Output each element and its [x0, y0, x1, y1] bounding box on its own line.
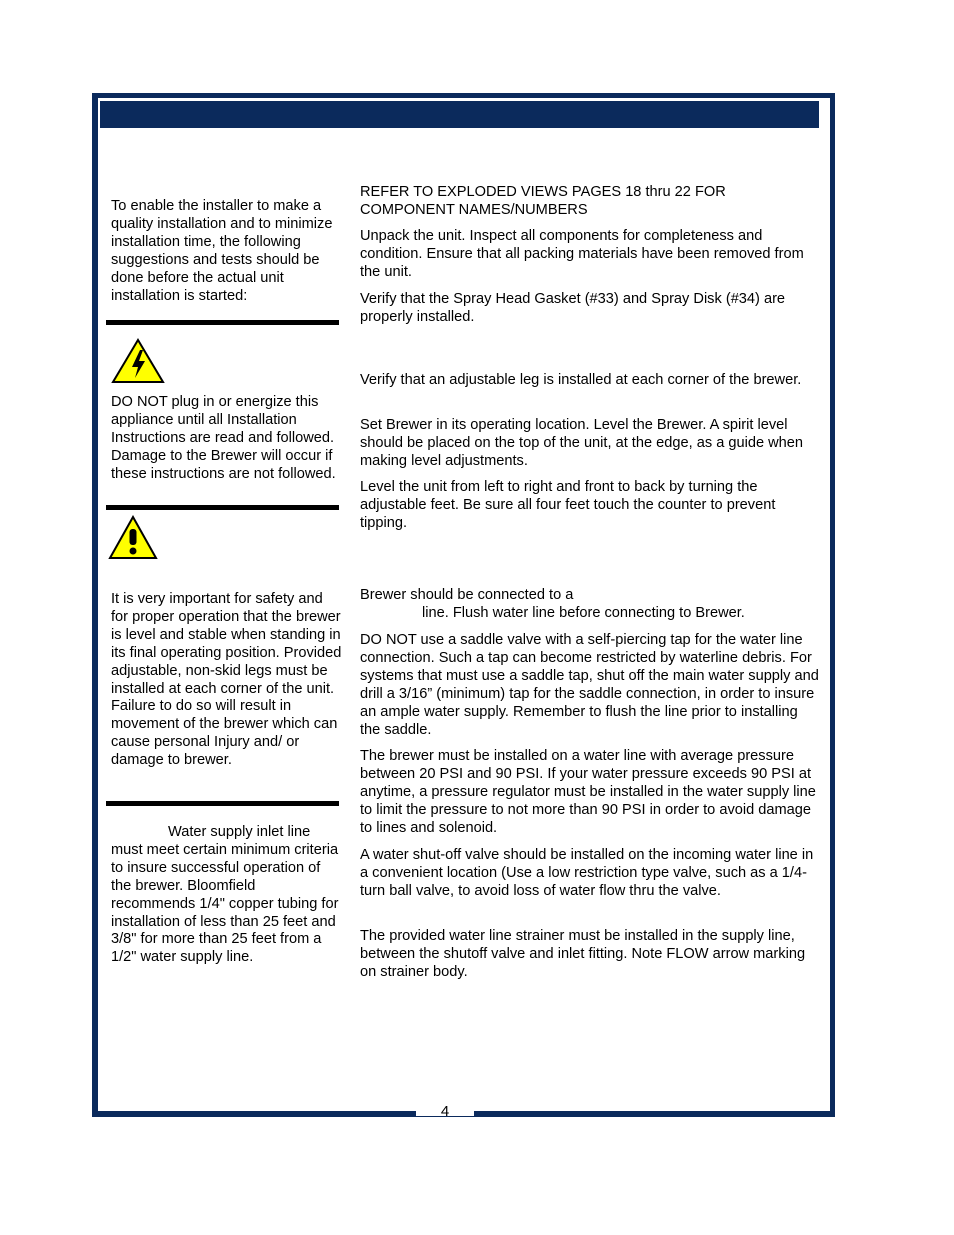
connect-line-1: Brewer should be connected to a [360, 587, 574, 603]
strainer-text: The provided water line strainer must be installed in the supply line, between the shutoff valve and inlet fitting. Note FLOW arrow marking on strainer body. [360, 928, 806, 980]
saddle-valve-text: DO NOT use a saddle valve with a self-piercing tap for the water line connection. Such a tap can become restricted by waterline debris. For systems that must use a saddle tap, shut off the main water supply and drill a 3/16” (minimum) tap for the saddle connection, in order to insure an ample water supply. Remember to flush the line prior to installing the saddle. [360, 632, 819, 738]
level-unit-text: Level the unit from left to right and front to back by turning the adjustable feet. Be sure all four feet touch the counter to prevent tipping. [360, 479, 776, 531]
connect-line-2: line. Flush water line before connecting to Brewer. [422, 605, 745, 621]
intro-text: To enable the installer to make a quality installation and to minimize installation time, the following suggestions and tests should be done before the actual unit installation is started: [111, 198, 333, 304]
pressure-text: The brewer must be installed on a water line with average pressure between 20 PSI and 90 PSI. If your water pressure exceeds 90 PSI at anytime, a pressure regulator must be installed in the water supply line to limit the pressure to not more than 90 PSI in order to avoid damage to lines and solenoid. [360, 748, 816, 836]
lightning-bolt-warning-icon [111, 338, 165, 384]
electric-warning-text: DO NOT plug in or energize this appliance until all Installation Instructions are read and followed. Damage to the Brewer will occur if these instructions are not followed. [111, 394, 336, 482]
title-bar [100, 101, 819, 128]
unpack-text: Unpack the unit. Inspect all components for completeness and condition. Ensure that all packing materials have been removed from the unit. [360, 228, 804, 280]
section-divider [106, 505, 339, 510]
page-number: 4 [440, 1103, 450, 1120]
shutoff-valve-text: A water shut-off valve should be installed on the incoming water line in a convenient location (Use a low restriction type valve, such as a 1/4-turn ball valve, to avoid loss of water flow thru the valve. [360, 847, 814, 899]
section-divider [106, 801, 339, 806]
exclamation-warning-icon [108, 515, 158, 560]
water-supply-note: Water supply inlet line must meet certain minimum criteria to insure successful operation of the brewer. Bloomfield recommends 1/4" copper tubing for installation of less than 25 feet and 3/8" for more than 25 feet from a 1/2" water supply line. [111, 824, 339, 966]
verify-leg-text: Verify that an adjustable leg is installed at each corner of the brewer. [360, 372, 802, 388]
section-divider [106, 320, 339, 325]
set-brewer-text: Set Brewer in its operating location. Level the Brewer. A spirit level should be placed on the top of the unit, at the edge, as a guide when making level adjustments. [360, 417, 804, 469]
leveling-caution-text: It is very important for safety and for proper operation that the brewer is level and stable when standing in its final operating position. Provided adjustable, non-skid legs must be installed at each corner of the unit. Failure to do so will result in movement of the brewer which can cause personal Injury and/ or damage to brewer. [111, 591, 342, 769]
refer-exploded-views: REFER TO EXPLODED VIEWS PAGES 18 thru 22 FOR COMPONENT NAMES/NUMBERS [360, 184, 726, 218]
verify-spray-text: Verify that the Spray Head Gasket (#33) and Spray Disk (#34) are properly installed. [360, 291, 786, 325]
